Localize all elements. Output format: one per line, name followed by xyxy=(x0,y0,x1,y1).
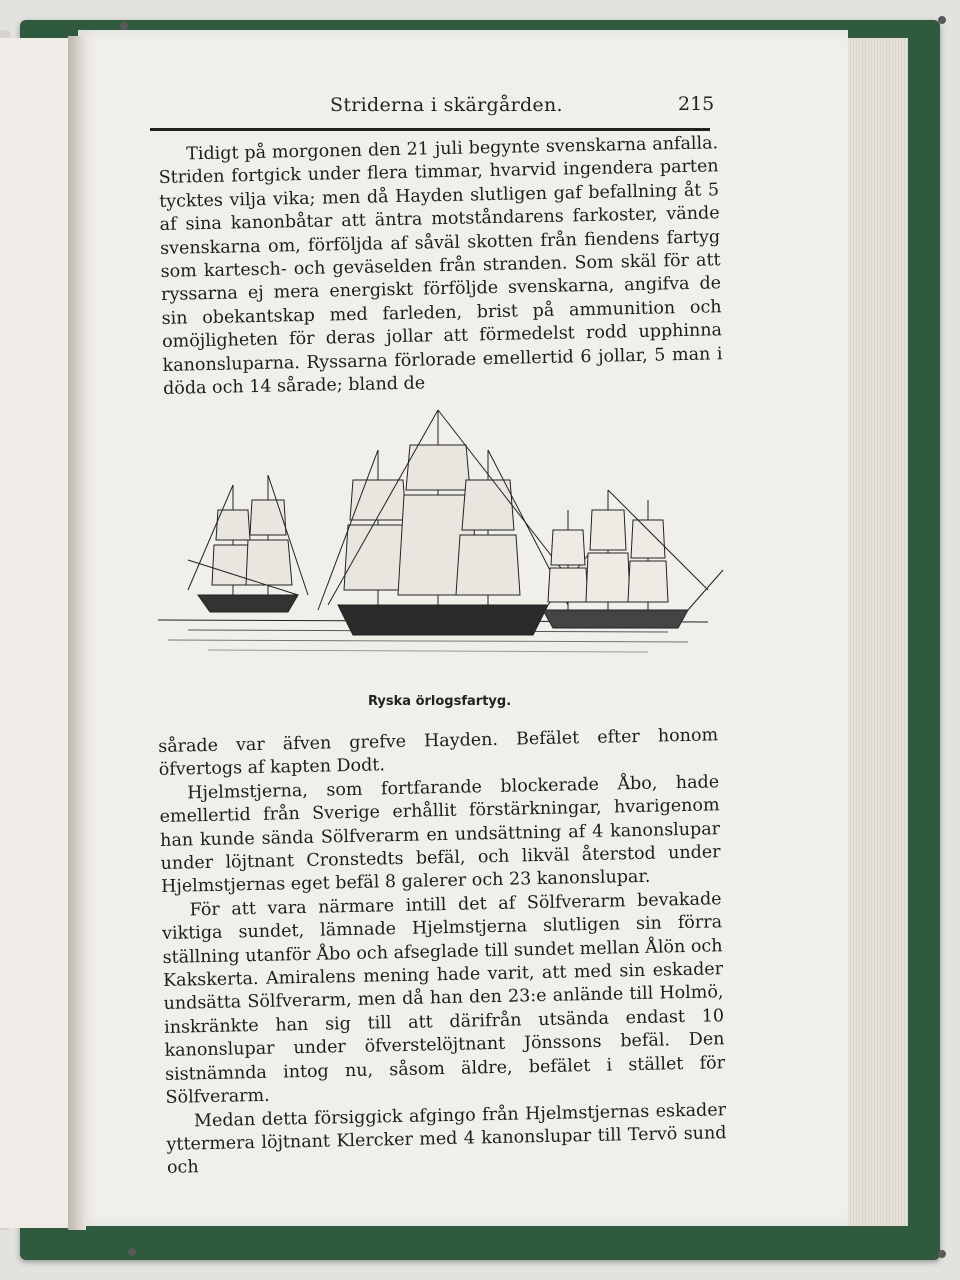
corner-pin xyxy=(128,1248,136,1256)
corner-pin xyxy=(938,1250,946,1258)
paragraph: För att vara närmare intill det af Sölfverarm bevakade viktiga sundet, lämnade Hjelmstjerna slutligen sin förra ställning utanför Åbo och afseglade till sundet mellan Ålön och Kakskerta. Amiralens mening hade varit, att med sin eskader undsätta Sölfverarm, men då han den 23:e anlände till Holmö, inskränkte han sig till att därifrån utsända endast 10 kanonslupar under öfverstelöjtnant Jönssons befäl. Den sistnämnda intog nu, såsom äldre, befälet i stället för Sölfverarm. xyxy=(161,889,726,1109)
paragraph: sårade var äfven grefve Hayden. Befälet efter honom öfvertogs af kapten Dodt. xyxy=(158,725,719,781)
corner-pin xyxy=(120,22,128,30)
ships-engraving xyxy=(148,390,728,670)
figure-caption: Ryska örlogsfartyg. xyxy=(368,694,512,709)
ship-illustration xyxy=(148,390,728,670)
corner-pin xyxy=(938,16,946,24)
page-number: 215 xyxy=(678,93,715,115)
text-block-top xyxy=(158,132,723,401)
gutter-shadow xyxy=(68,36,86,1230)
right-page xyxy=(78,30,848,1226)
text-block-bottom xyxy=(158,724,727,1180)
paragraph: Tidigt på morgonen den 21 juli begynte svenskarna anfalla. Striden fortgick under flera timmar, hvarvid ingendera parten tycktes vilja vika; men då Hayden slutligen gaf befallning åt 5 af sina kanonbåtar att äntra motståndarens farkoster, vände svenskarna om, förföljda af såväl skotten från fiendens fartyg som kartesch- och geväselden från stranden. Som skäl för att ryssarna ej mera energiskt förföljde svenskarna, angifva de sin obekantskap med farleden, brist på ammunition och omöjligheten för deras jollar att förmedelst rodd upphinna kanonsluparna. Ryssarna förlorade emellertid 6 jollar, 5 man i döda och 14 sårade; bland de xyxy=(158,133,723,400)
header-rule xyxy=(150,128,710,131)
left-page xyxy=(0,38,74,1228)
paragraph: Hjelmstjerna, som fortfarande blockerade Åbo, hade emellertid från Sverige erhållit förstärkningar, hvarigenom han kunde sända Sölfverarm en undsättning af 4 kanonslupar under löjtnant Cronstedts befäl, och likväl återstod under Hjelmstjernas eget befäl 8 galerer och 23 kanonslupar. xyxy=(159,772,721,898)
paragraph: Medan detta försiggick afgingo från Hjelmstjernas eskader yttermera löjtnant Klercker med 4 kanonslupar till Tervö sund och xyxy=(166,1099,727,1179)
running-header: Striderna i skärgården. xyxy=(330,94,563,116)
